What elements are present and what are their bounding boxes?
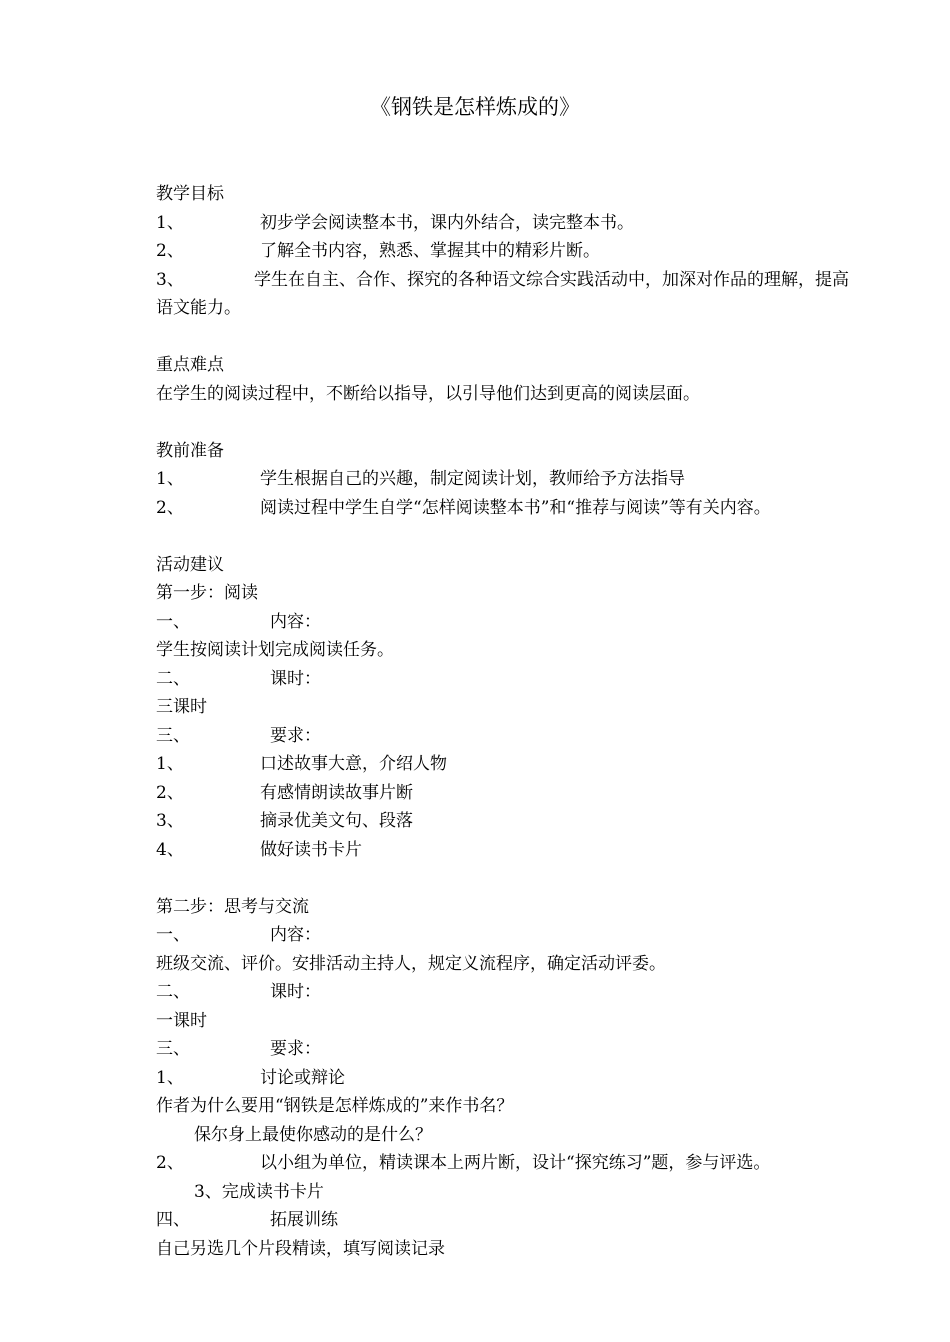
requirement-text: 口述故事大意，介绍人物 [260,754,447,774]
step1-requirements-label [156,722,906,751]
requirement-number: 1、 [156,1067,184,1088]
section-label: 要求： [270,1039,321,1059]
key-points-heading: 重点难点 [156,355,224,375]
goal-text: 学生在自主、合作、探究的各种语文综合实践活动中，加深对作品的理解，提高 [254,269,849,290]
section-number: 一、 [156,611,190,632]
requirement-text: 以小组为单位，精读课本上两片断，设计“探究练习”题，参与评选。 [260,1153,771,1173]
step1-heading: 第一步：阅读 [156,583,258,603]
section-number: 一、 [156,925,190,945]
requirement-item [156,836,906,865]
section-label: 内容： [270,611,321,632]
section-number: 二、 [156,668,190,689]
section-label: 内容： [270,925,321,945]
step2-heading: 第二步：思考与交流 [156,896,309,917]
requirement-text: 讨论或辩论 [260,1067,345,1088]
step2-content-label [156,921,906,950]
requirement-item [156,1064,906,1093]
preparation-number: 1、 [156,469,184,489]
spacer [156,522,906,551]
extension-label [156,1206,906,1235]
preparation-number: 2、 [156,497,184,518]
preparation-text: 学生根据自己的兴趣，制定阅读计划，教师给予方法指导 [260,469,685,489]
requirement-number: 1、 [156,754,184,774]
spacer [156,864,906,893]
step2-content-text: 班级交流、评价。安排活动主持人，规定义流程序，确定活动评委。 [156,953,666,974]
goal-number: 1、 [156,212,184,233]
section-number: 三、 [156,1039,190,1059]
section-label: 拓展训练 [270,1210,338,1230]
section-number: 四、 [156,1210,190,1230]
preparation-heading: 教前准备 [156,440,224,461]
goal-text: 了解全书内容，熟悉、掌握其中的精彩片断。 [260,241,600,261]
goal-item [156,266,906,295]
goal-number: 2、 [156,241,184,261]
requirement-number: 2、 [156,1153,184,1173]
section-label: 要求： [270,725,321,746]
section-label: 课时： [270,668,321,689]
requirement-text: 做好读书卡片 [260,839,362,860]
requirement-item [156,807,906,836]
document-title: 《钢铁是怎样炼成的》 [370,95,580,119]
preparation-item [156,465,906,494]
requirement-number: 2、 [156,782,184,803]
key-points-text: 在学生的阅读过程中，不断给以指导，以引导他们达到更高的阅读层面。 [156,383,700,404]
section-number: 三、 [156,725,190,746]
requirement-item [156,750,906,779]
goal-item [156,209,906,238]
step1-content-text: 学生按阅读计划完成阅读任务。 [156,640,394,660]
step2-requirements-label [156,1035,906,1064]
preparation-text: 阅读过程中学生自学“怎样阅读整本书”和“推荐与阅读”等有关内容。 [260,497,771,518]
step1-hours-text: 三课时 [156,697,207,717]
goal-item-continuation: 语文能力。 [156,298,241,318]
requirement-text: 摘录优美文句、段落 [260,811,413,831]
extension-text: 自己另选几个片段精读，填写阅读记录 [156,1238,445,1259]
requirement-item [156,1149,906,1178]
step1-content-label [156,608,906,637]
requirement-number: 3、 [156,811,184,831]
discussion-question: 保尔身上最使你感动的是什么？ [194,1124,432,1145]
preparation-item [156,494,906,523]
section-number: 二、 [156,982,190,1002]
requirement-text: 有感情朗读故事片断 [260,782,413,803]
section-label: 课时： [270,982,321,1002]
step2-hours-label [156,978,906,1007]
goal-number: 3、 [156,269,184,290]
goals-heading: 教学目标 [156,184,224,204]
document-body [156,180,906,1263]
requirement-item [156,779,906,808]
activities-heading: 活动建议 [156,554,224,575]
requirement-item: 3、完成读书卡片 [194,1181,324,1202]
step2-hours-text: 一课时 [156,1010,207,1031]
spacer [156,408,906,437]
discussion-question: 作者为什么要用“钢铁是怎样炼成的”来作书名？ [156,1096,514,1116]
goal-item [156,237,906,266]
requirement-number: 4、 [156,839,184,860]
step1-hours-label [156,665,906,694]
spacer [156,323,906,352]
goal-text: 初步学会阅读整本书，课内外结合，读完整本书。 [260,212,634,233]
